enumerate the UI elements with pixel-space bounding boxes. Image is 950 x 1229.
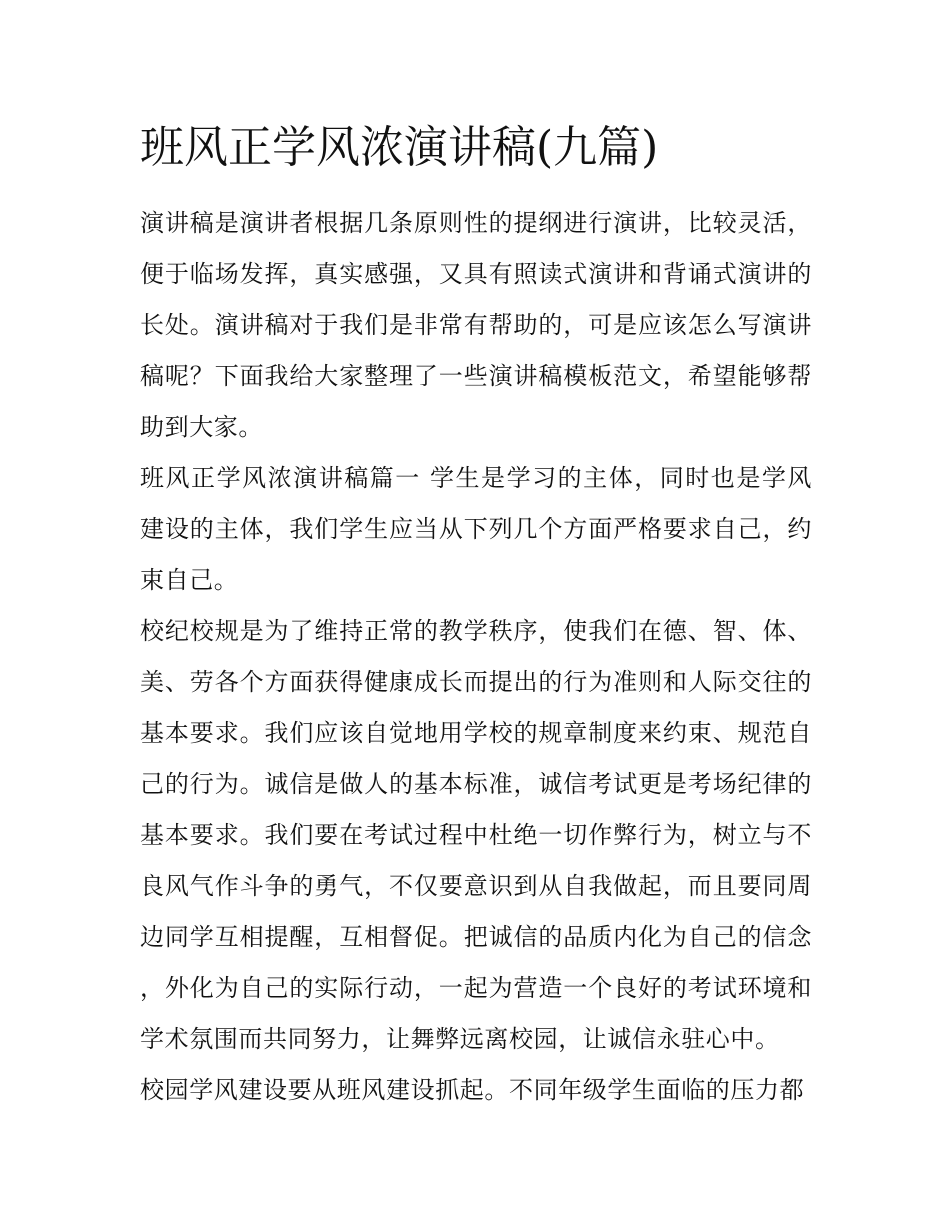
- document-body: [140, 198, 812, 1116]
- paragraph-section-one: 班风正学风浓演讲稿篇一 学生是学习的主体，同时也是学风建设的主体，我们学生应当从下列几个方面严格要求自己，约束自己。: [140, 464, 812, 594]
- paragraph-discipline: 校纪校规是为了维持正常的教学秩序，使我们在德、智、体、美、劳各个方面获得健康成长而提出的行为准则和人际交往的基本要求。我们应该自觉地用学校的规章制度来约束、规范自己的行为。诚信是做人的基本标准，诚信考试更是考场纪律的基本要求。我们要在考试过程中杜绝一切作弊行为，树立与不良风气作斗争的勇气，不仅要意识到从自我做起，而且要同周边同学互相提醒，互相督促。把诚信的品质内化为自己的信念，外化为自己的实际行动，一起为营造一个良好的考试环境和学术氛围而共同努力，让舞弊远离校园，让诚信永驻心中。: [140, 617, 812, 1053]
- document-title: 班风正学风浓演讲稿(九篇): [140, 122, 659, 173]
- paragraph-class-style: 校园学风建设要从班风建设抓起。不同年级学生面临的压力都: [140, 1076, 805, 1104]
- paragraph-intro: 演讲稿是演讲者根据几条原则性的提纲进行演讲，比较灵活，便于临场发挥，真实感强，又具有照读式演讲和背诵式演讲的长处。演讲稿对于我们是非常有帮助的，可是应该怎么写演讲稿呢？下面我给大家整理了一些演讲稿模板范文，希望能够帮助到大家。: [140, 209, 812, 441]
